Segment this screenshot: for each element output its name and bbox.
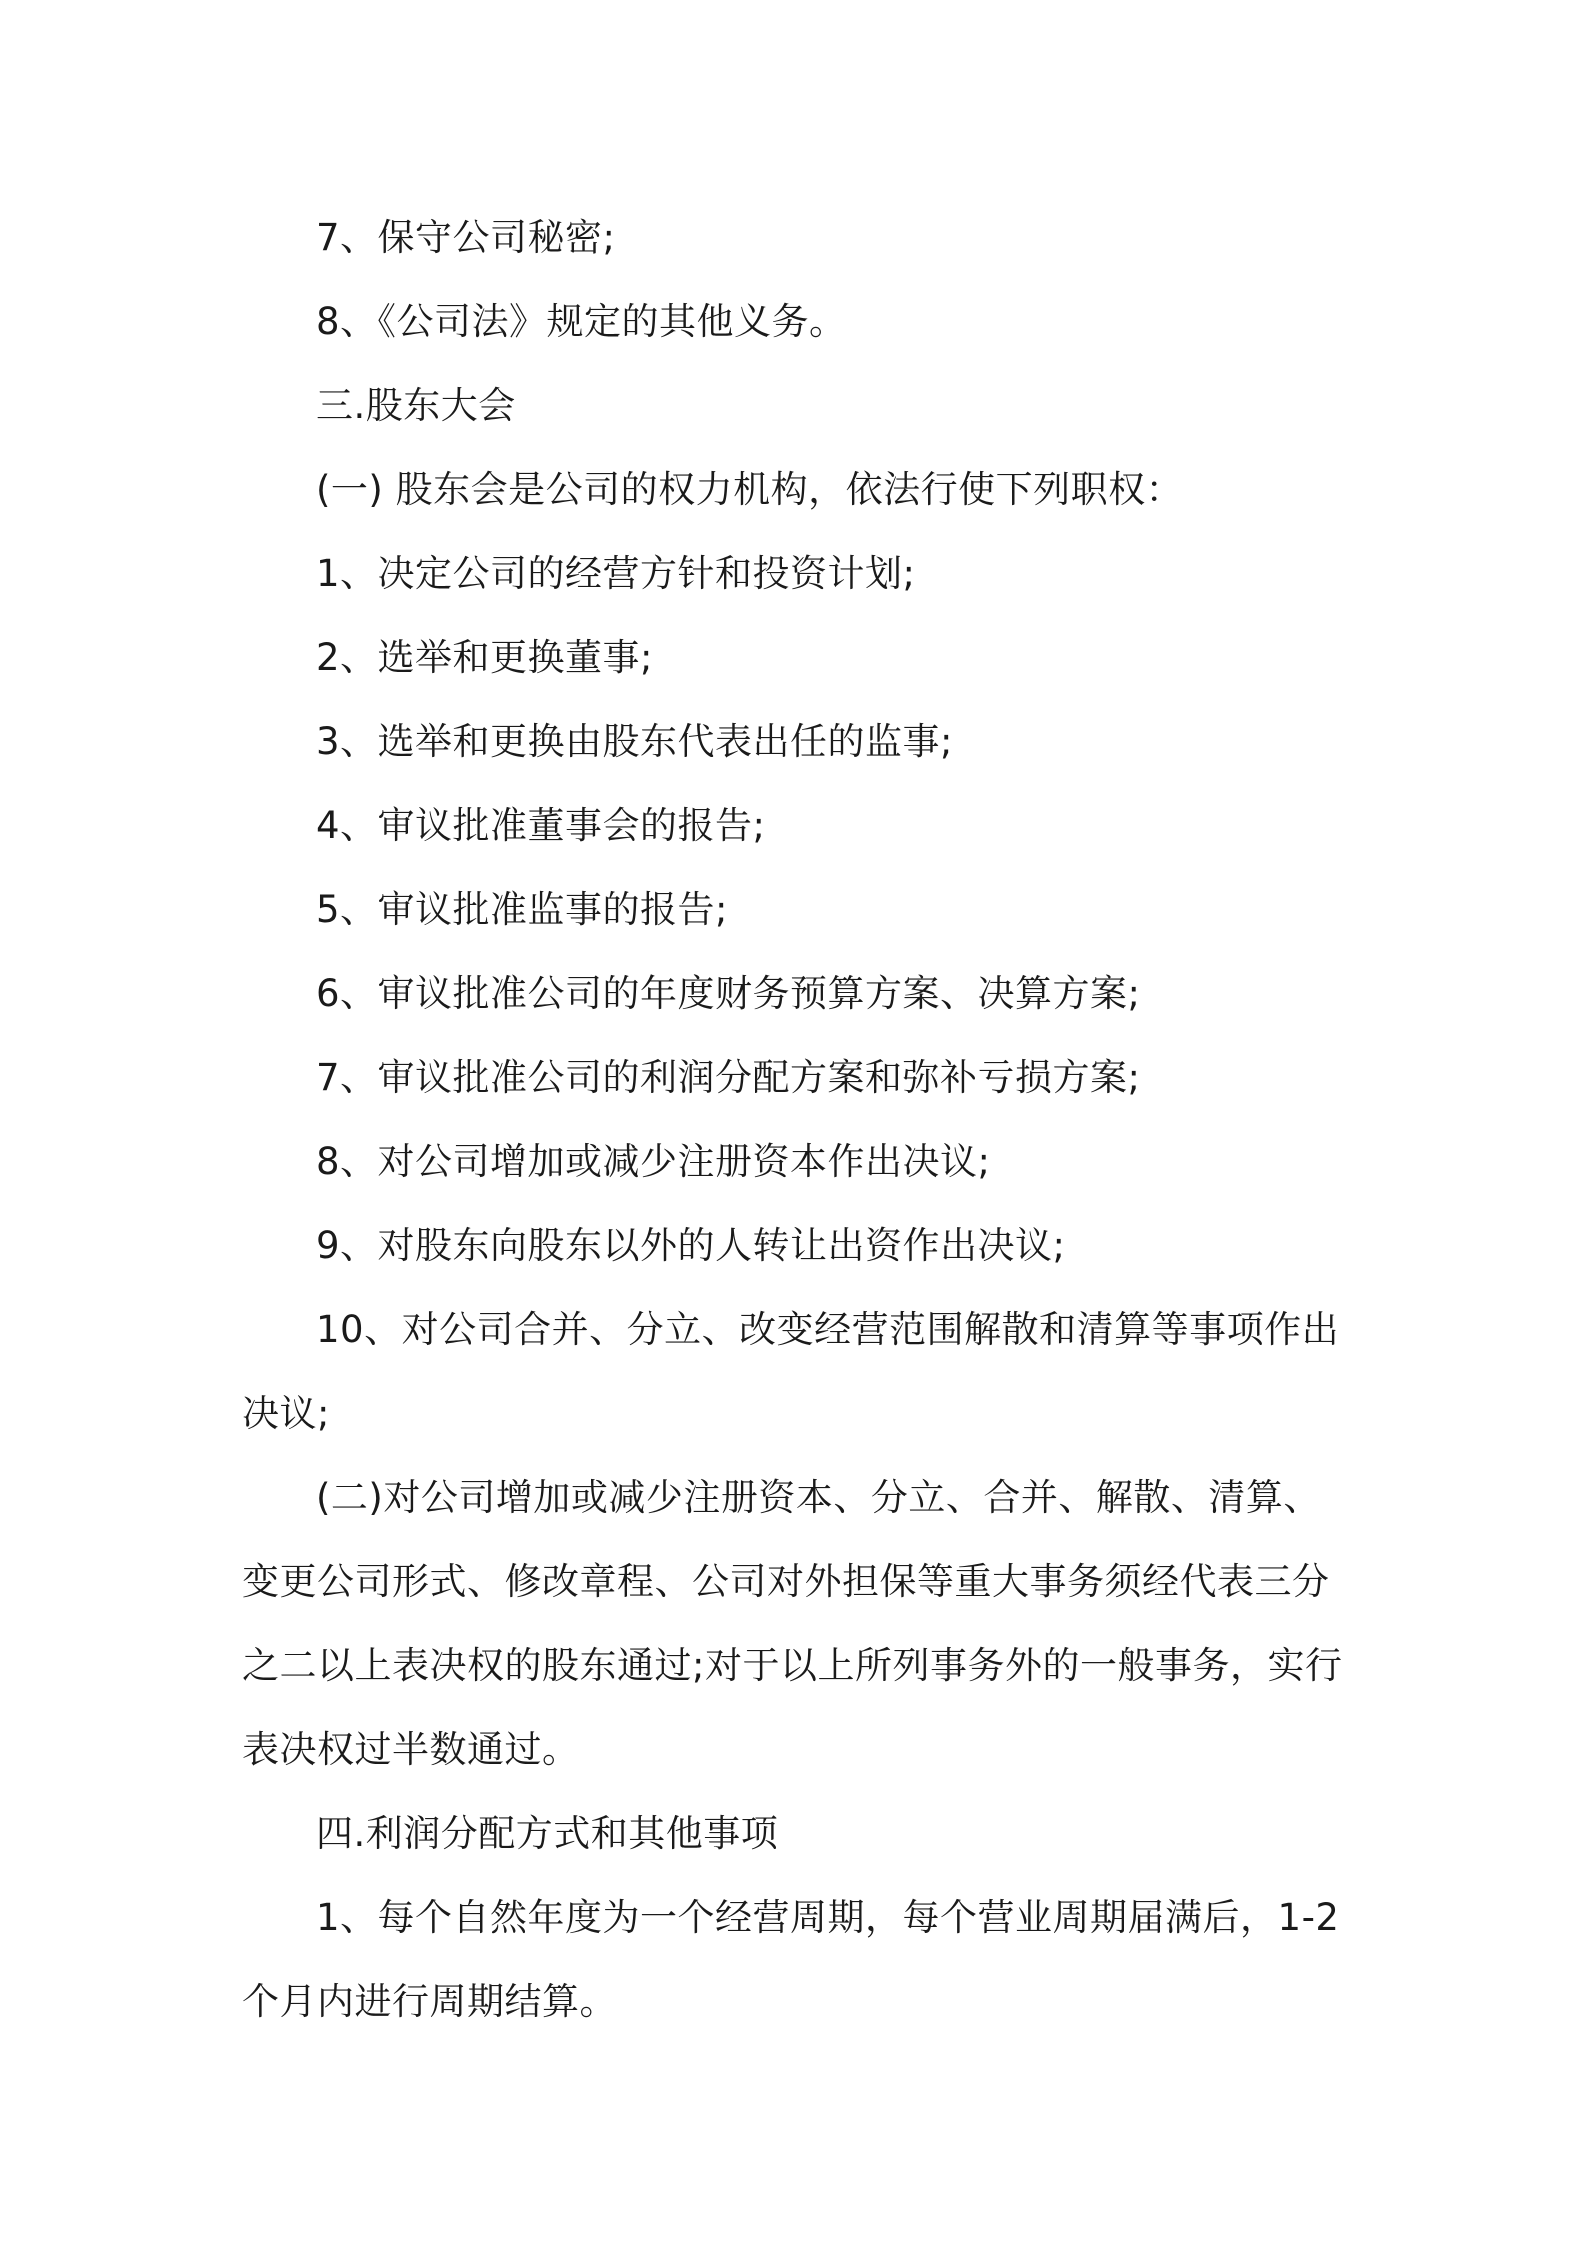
paragraph-obligation-8: 8、《公司法》规定的其他义务。 — [316, 300, 847, 343]
paragraph-power-8: 8、对公司增加或减少注册资本作出决议; — [316, 1140, 991, 1183]
paragraph-power-1: 1、决定公司的经营方针和投资计划; — [316, 552, 916, 595]
paragraph-power-5: 5、审议批准监事的报告; — [316, 888, 729, 931]
paragraph-power-6: 6、审议批准公司的年度财务预算方案、决算方案; — [316, 972, 1141, 1015]
paragraph-power-4: 4、审议批准董事会的报告; — [316, 804, 766, 847]
section-heading-profit-distribution: 四.利润分配方式和其他事项 — [316, 1812, 779, 1855]
paragraph-power-2: 2、选举和更换董事; — [316, 636, 654, 679]
document-body — [242, 196, 1356, 2044]
paragraph-power-3: 3、选举和更换由股东代表出任的监事; — [316, 720, 954, 763]
paragraph-power-7: 7、审议批准公司的利润分配方案和弥补亏损方案; — [316, 1056, 1141, 1099]
paragraph-powers-intro: (一) 股东会是公司的权力机构，依法行使下列职权： — [316, 468, 1184, 511]
paragraph-obligation-7: 7、保守公司秘密; — [316, 216, 616, 259]
paragraph-major-matters: (二)对公司增加或减少注册资本、分立、合并、解散、清算、变更公司形式、修改章程、公司对外担保等重大事务须经代表三分之二以上表决权的股东通过;对于以上所列事务外的一般事务，实行表决权过半数通过。 — [242, 1476, 1343, 1771]
section-heading-shareholders-meeting: 三.股东大会 — [316, 384, 516, 427]
paragraph-power-10: 10、对公司合并、分立、改变经营范围解散和清算等事项作出决议; — [242, 1308, 1340, 1435]
paragraph-operating-cycle: 1、每个自然年度为一个经营周期，每个营业周期届满后，1-2个月内进行周期结算。 — [242, 1896, 1340, 2023]
paragraph-power-9: 9、对股东向股东以外的人转让出资作出决议; — [316, 1224, 1066, 1267]
